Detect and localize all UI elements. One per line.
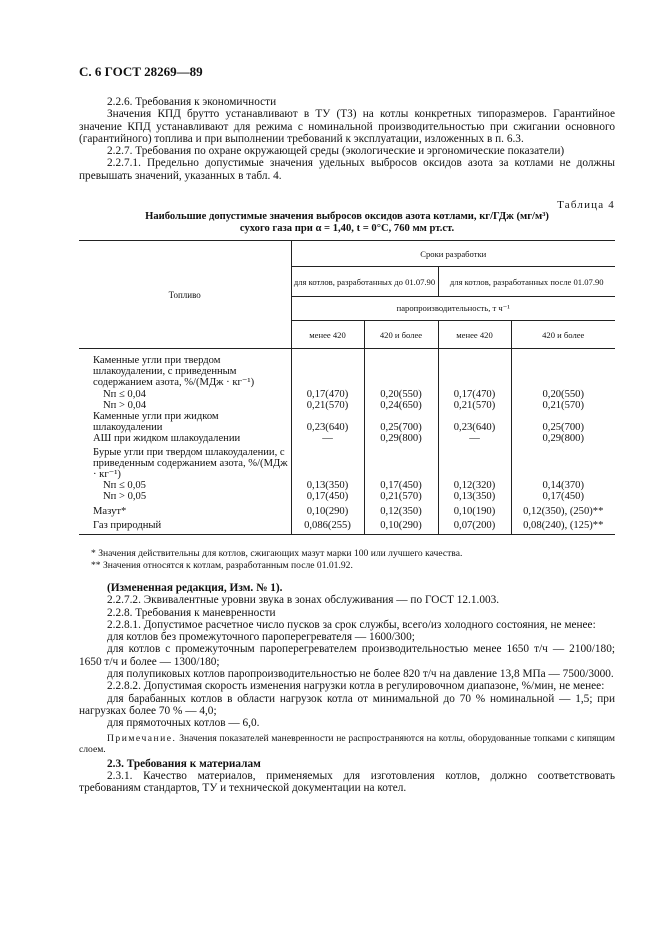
- table-row: [79, 389, 615, 400]
- table-note: ** Значения относятся к котлам, разработанным после 01.01.92.: [91, 559, 353, 571]
- note-label: Примечание.: [107, 732, 177, 744]
- fuel-cell: Каменные угли при твердом шлакоудалении, с приведенным содержанием азота, %/(МДж · кг⁻¹): [93, 355, 255, 389]
- value-cell: 0,23(640): [291, 411, 364, 433]
- col-terms: Сроки разработки: [291, 241, 615, 267]
- col-after: для котлов, разработанных после 01.07.90: [438, 267, 615, 297]
- list-item: для барабанных котлов в области нагрузок котла от минимальной до 70 % номинальной — 1,5; при нагрузках более 70 % — 4,0;: [79, 692, 615, 717]
- section-title: 2.3. Требования к материалам: [107, 757, 261, 770]
- fuel-subcell: Nп ≤ 0,05: [103, 480, 146, 492]
- section-2-2-6: [79, 96, 615, 182]
- value-cell: 0,21(570): [364, 491, 438, 502]
- value-cell: —: [291, 433, 364, 444]
- list-item: для прямоточных котлов — 6,0.: [107, 717, 260, 730]
- value-cell: 0,10(290): [291, 503, 364, 517]
- value-cell: 0,17(470): [438, 389, 511, 400]
- value-cell: 0,12(350), (250)**: [511, 503, 615, 517]
- list-item: для полупиковых котлов паропроизводительностью не более 820 т/ч на давление 13,8 МПа — 7500/3000.: [107, 668, 614, 681]
- value-cell: 0,12(320): [438, 480, 511, 491]
- value-cell: 0,17(450): [511, 491, 615, 502]
- table-notes: [79, 548, 615, 571]
- paragraph: 2.2.8.1. Допустимое расчетное число пусков за срок службы, всего/из холодного состояния, не менее:: [107, 618, 596, 631]
- value-cell: 0,17(450): [291, 491, 364, 502]
- table-row: [79, 480, 615, 491]
- page-header: С. 6 ГОСТ 28269—89: [79, 64, 203, 79]
- col-lt420: менее 420: [291, 321, 364, 349]
- value-cell: 0,21(570): [511, 400, 615, 411]
- paragraph: 2.2.7.2. Эквивалентные уровни звука в зонах обслуживания — по ГОСТ 12.1.003.: [107, 594, 500, 607]
- table-title: [79, 211, 615, 235]
- value-cell: 0,20(550): [511, 389, 615, 400]
- col-capacity: паропроизводительность, т ч⁻¹: [291, 297, 615, 321]
- section-title: 2.2.6. Требования к экономичности: [107, 96, 277, 108]
- value-cell: 0,25(700): [511, 411, 615, 433]
- value-cell: 0,29(800): [511, 433, 615, 444]
- value-cell: 0,24(650): [364, 400, 438, 411]
- table-row: [79, 517, 615, 535]
- value-cell: 0,08(240), (125)**: [511, 517, 615, 535]
- fuel-subcell: Nп > 0,05: [103, 491, 147, 503]
- table-title-line: Наибольшие допустимые значения выбросов оксидов азота котлами, кг/ГДж (мг/м³): [145, 211, 549, 222]
- fuel-subcell: Nп ≤ 0,04: [103, 388, 146, 400]
- value-cell: 0,13(350): [291, 480, 364, 491]
- list-item: для котлов без промежуточного пароперегревателя — 1600/300;: [107, 631, 415, 644]
- list-item: для котлов с промежуточным пароперегревателем производительностью менее 1650 т/ч — 2100/180; 1650 т/ч и более — 1300/180;: [79, 643, 615, 668]
- value-cell: 0,25(700): [364, 411, 438, 433]
- table-row: [79, 445, 615, 481]
- col-fuel: Топливо: [79, 241, 291, 349]
- fuel-subcell: Nп > 0,04: [103, 399, 147, 411]
- value-cell: 0,20(550): [364, 389, 438, 400]
- col-lt420: менее 420: [438, 321, 511, 349]
- value-cell: 0,29(800): [364, 433, 438, 444]
- table-body: [79, 349, 615, 535]
- value-cell: 0,07(200): [438, 517, 511, 535]
- paragraph: 2.2.8.2. Допустимая скорость изменения нагрузки котла в регулировочном диапазоне, %/мин, не менее:: [107, 680, 605, 693]
- paragraph: Значения КПД брутто устанавливают в ТУ (ТЗ) на котлы конкретных типоразмеров. Гарантийное значение КПД устанавливают для режима с номинальной производительностью при сжигании основного (гарантийного) топлива и при выполнении требований к эксплуатации, изложенных в п. 6.3.: [79, 108, 615, 145]
- table-row: [79, 491, 615, 502]
- fuel-cell: Бурые угли при твердом шлакоудалении, с приведенным содержанием азота, %/(МДж · кг⁻¹): [93, 446, 288, 481]
- table-title-line: сухого газа при α = 1,40, t = 0°C, 760 мм рт.ст.: [239, 223, 455, 234]
- col-before: для котлов, разработанных до 01.07.90: [291, 267, 438, 297]
- note: [79, 733, 615, 755]
- value-cell: 0,17(450): [364, 480, 438, 491]
- fuel-cell: АШ при жидком шлакоудалении: [93, 433, 241, 445]
- col-ge420: 420 и более: [364, 321, 438, 349]
- value-cell: 0,21(570): [291, 400, 364, 411]
- section-title: 2.2.7. Требования по охране окружающей среды (экологические и эргономические показатели): [107, 145, 565, 158]
- value-cell: 0,086(255): [291, 517, 364, 535]
- col-ge420: 420 и более: [511, 321, 615, 349]
- value-cell: —: [438, 433, 511, 444]
- changed-edition: (Измененная редакция, Изм. № 1).: [107, 582, 283, 594]
- value-cell: 0,17(470): [291, 389, 364, 400]
- value-cell: 0,14(370): [511, 480, 615, 491]
- emissions-table: [79, 240, 615, 535]
- table-row: [79, 411, 615, 433]
- fuel-cell: Мазут*: [93, 505, 127, 517]
- fuel-cell: Каменные угли при жидком шлакоудалении: [93, 411, 219, 434]
- note-text: Значения показателей маневренности не распространяются на котлы, оборудованные топками с кипящим слоем.: [79, 732, 615, 755]
- table-row: [79, 349, 615, 389]
- table-row: [79, 503, 615, 517]
- value-cell: 0,12(350): [364, 503, 438, 517]
- fuel-cell: Газ природный: [93, 519, 162, 531]
- table-row: [79, 400, 615, 411]
- paragraph: 2.2.7.1. Предельно допустимые значения удельных выбросов оксидов азота за котлами не должны превышать значений, указанных в табл. 4.: [79, 157, 615, 182]
- table-note: * Значения действительны для котлов, сжигающих мазут марки 100 или лучшего качества.: [91, 548, 463, 559]
- value-cell: 0,23(640): [438, 411, 511, 433]
- value-cell: 0,13(350): [438, 491, 511, 502]
- section-continuation: [79, 582, 615, 794]
- value-cell: 0,10(290): [364, 517, 438, 535]
- value-cell: 0,10(190): [438, 503, 511, 517]
- section-title: 2.2.8. Требования к маневренности: [107, 606, 276, 619]
- value-cell: 0,21(570): [438, 400, 511, 411]
- table-row: [79, 433, 615, 444]
- table-label: Таблица 4: [557, 199, 615, 211]
- paragraph: 2.3.1. Качество материалов, применяемых для изготовления котлов, должно соответствовать требованиям стандартов, ТУ и технической документации на котел.: [79, 769, 615, 795]
